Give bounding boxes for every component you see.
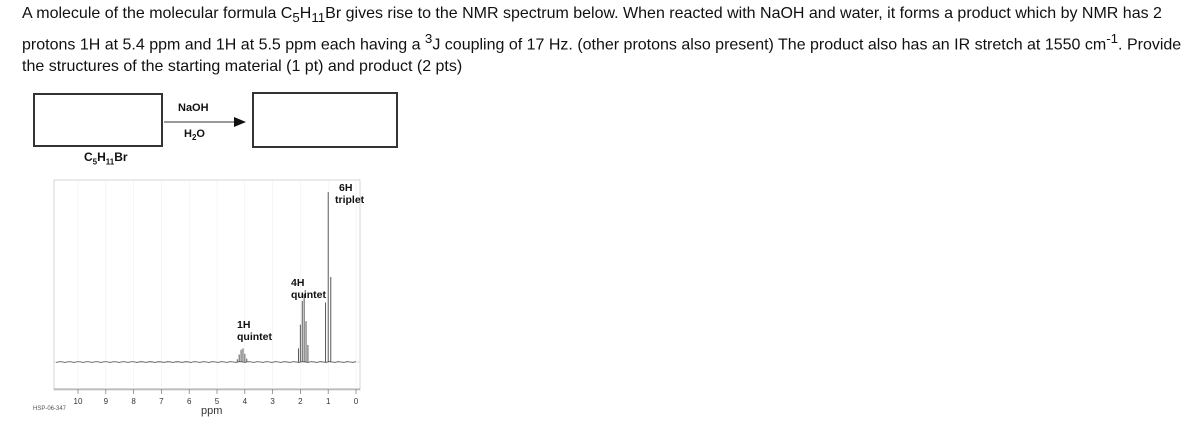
peak-label-6h-integration: 6H [339,182,353,194]
peak-label-6h-multiplicity: triplet [335,194,365,206]
peak-label-4h-integration: 4H [291,277,305,289]
x-tick-label: 7 [159,397,164,406]
spectrum-code: HSP-06-347 [33,406,67,412]
x-tick-label: 9 [103,397,109,406]
x-tick-label: 8 [131,397,136,406]
grid-lines [78,180,356,389]
x-tick-label: 6 [186,397,192,406]
reagent-naoh: NaOH [178,102,209,114]
chart-frame [54,180,360,390]
peak-label-1h-multiplicity: quintet [237,331,272,343]
x-tick-label: 2 [298,397,303,406]
starting-formula-label: $C_5H_{11}Br$ [84,150,128,167]
x-tick-label: 1 [325,397,331,406]
reagent-water: $H_2O$ [184,128,205,143]
x-tick-label: 3 [270,397,275,406]
x-tick-label: 10 [73,397,83,406]
x-tick-label: 5 [214,397,220,406]
peak-label-1h-integration: 1H [237,319,251,331]
reaction-arrow-head [234,117,246,127]
question-text: A molecule of the molecular formula $C_5H_{11}Br$ gives rise to the NMR spectrum below. When reacted with NaOH and water, it forms a product which by NMR has 2 protons 1H at 5.4 ppm and 1H at 5.5 ppm each having a $^3$J coupling of 17 Hz. (other protons also present) The product also has an IR stretch at 1550 $cm^{-1}$. Provide the structures of the starting material (1 pt) and product (2 pts) [22,5,1182,75]
x-tick-label: 0 [353,397,359,406]
x-axis-ticks [74,389,359,406]
peak-label-4h-multiplicity: quintet [291,289,326,301]
x-tick-label: 4 [242,397,248,406]
x-axis-label: ppm [201,405,223,417]
